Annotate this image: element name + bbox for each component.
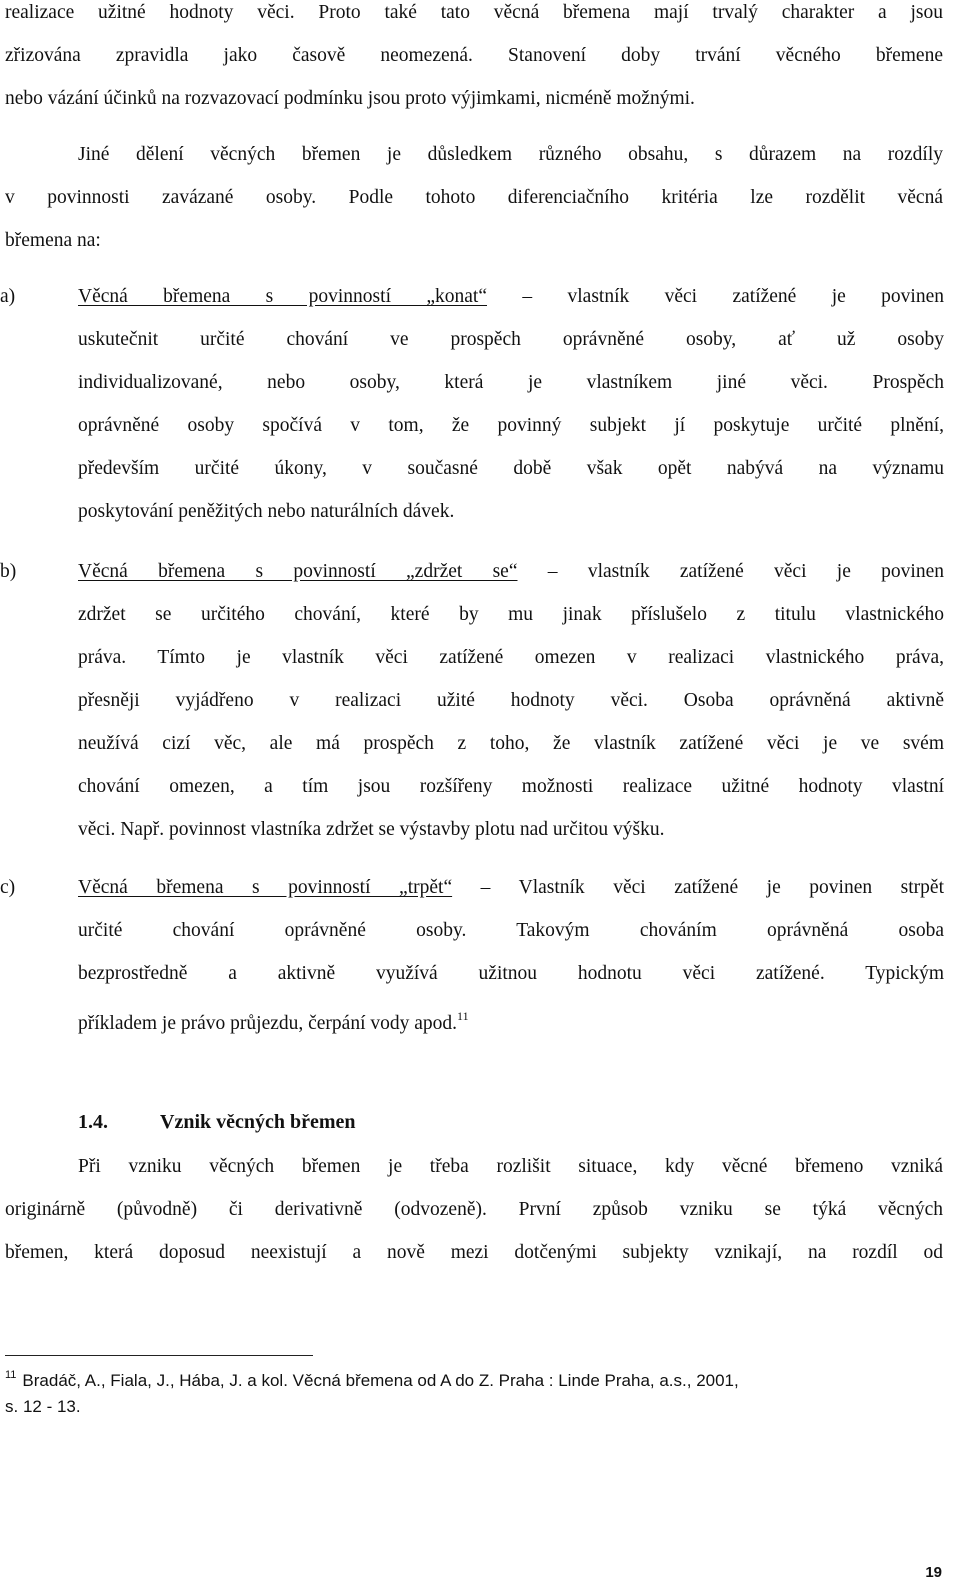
section-heading: [78, 1101, 356, 1144]
text-line-content: příkladem je právo průjezdu, čerpání vody apod.: [78, 1013, 458, 1034]
text-line: bezprostředně a aktivně využívá užitnou hodnotu věci zatížené. Typickým: [78, 963, 944, 984]
list-first-line: [78, 275, 944, 318]
list-term: Věcná břemena s povinností „zdržet se“: [78, 561, 518, 582]
text-line: v povinnosti zavázané osoby. Podle tohoto diferenciačního kritéria lze rozdělit věcná: [5, 187, 943, 208]
text-line: originárně (původně) či derivativně (odvozeně). První způsob vzniku se týká věcných: [5, 1199, 943, 1220]
text-line: především určité úkony, v současné době však opět nabývá na významu: [78, 458, 944, 479]
paragraph-origin: [5, 1145, 943, 1274]
paragraph-continuation: [5, 0, 943, 120]
list-term: Věcná břemena s povinností „trpět“: [78, 877, 453, 898]
text-line: realizace užitné hodnoty věci. Proto také tato věcná břemena mají trvalý charakter a jsou: [5, 2, 943, 23]
footnote-line: s. 12 - 13.: [5, 1397, 81, 1416]
footnote-text: Bradáč, A., Fiala, J., Hába, J. a kol. Věcná břemena od A do Z. Praha : Linde Praha, a.s., 2001,: [22, 1371, 739, 1390]
text-line: [78, 995, 944, 1045]
paragraph-division: [5, 133, 943, 262]
footnote: [5, 1362, 935, 1420]
list-label: c): [0, 877, 16, 898]
text-line: uskutečnit určité chování ve prospěch oprávněné osoby, ať už osoby: [78, 329, 944, 350]
footnote-reference[interactable]: 11: [457, 1009, 469, 1023]
footnote-line: [5, 1362, 935, 1394]
list-label: a): [0, 286, 16, 307]
text-line: práva. Tímto je vlastník věci zatížené omezen v realizaci vlastnického práva,: [78, 647, 944, 668]
section-title: Vznik věcných břemen: [160, 1111, 356, 1133]
text-line: zdržet se určitého chování, které by mu jinak příslušelo z titulu vlastnického: [78, 604, 944, 625]
list-first-rest: – vlastník zatížené věci je povinen: [517, 561, 944, 582]
list-first-rest: – vlastník věci zatížené je povinen: [487, 286, 944, 307]
text-line: individualizované, nebo osoby, která je vlastníkem jiné věci. Prospěch: [78, 372, 944, 393]
text-line: určité chování oprávněné osoby. Takovým chováním oprávněná osoba: [78, 920, 944, 941]
text-line: břemena na:: [5, 230, 101, 251]
list-first-line: [78, 866, 944, 909]
footnote-separator: [5, 1355, 313, 1356]
text-line: přesněji vyjádřeno v realizaci užité hodnoty věci. Osoba oprávněná aktivně: [78, 690, 944, 711]
footnote-number: 11: [5, 1369, 17, 1381]
list-first-line: [78, 550, 944, 593]
text-line: neužívá cizí věc, ale má prospěch z toho, že vlastník zatížené věci je ve svém: [78, 733, 944, 754]
list-label: b): [0, 561, 17, 582]
list-item-a: [0, 275, 944, 533]
text-line: Jiné dělení věcných břemen je důsledkem různého obsahu, s důrazem na rozdíly: [78, 144, 943, 165]
list-item-b: [0, 550, 944, 851]
text-line: nebo vázání účinků na rozvazovací podmínku jsou proto výjimkami, nicméně možnými.: [5, 88, 695, 109]
list-item-c: [0, 866, 944, 1045]
text-line: oprávněné osoby spočívá v tom, že povinný subjekt jí poskytuje určité plnění,: [78, 415, 944, 436]
page-number: 19: [925, 1564, 942, 1581]
section-number: 1.4.: [78, 1111, 108, 1133]
text-line: poskytování peněžitých nebo naturálních dávek.: [78, 501, 455, 522]
text-line: břemen, která doposud neexistují a nově mezi dotčenými subjekty vznikají, na rozdíl od: [5, 1242, 943, 1263]
text-line: chování omezen, a tím jsou rozšířeny možnosti realizace užitné hodnoty vlastní: [78, 776, 944, 797]
list-term: Věcná břemena s povinností „konat“: [78, 286, 487, 307]
text-line: zřizována zpravidla jako časově neomezená. Stanovení doby trvání věcného břemene: [5, 45, 943, 66]
text-line: věci. Např. povinnost vlastníka zdržet se výstavby plotu nad určitou výšku.: [78, 819, 665, 840]
list-first-rest: – Vlastník věci zatížené je povinen strpět: [452, 877, 944, 898]
text-line: Při vzniku věcných břemen je třeba rozlišit situace, kdy věcné břemeno vzniká: [78, 1156, 943, 1177]
